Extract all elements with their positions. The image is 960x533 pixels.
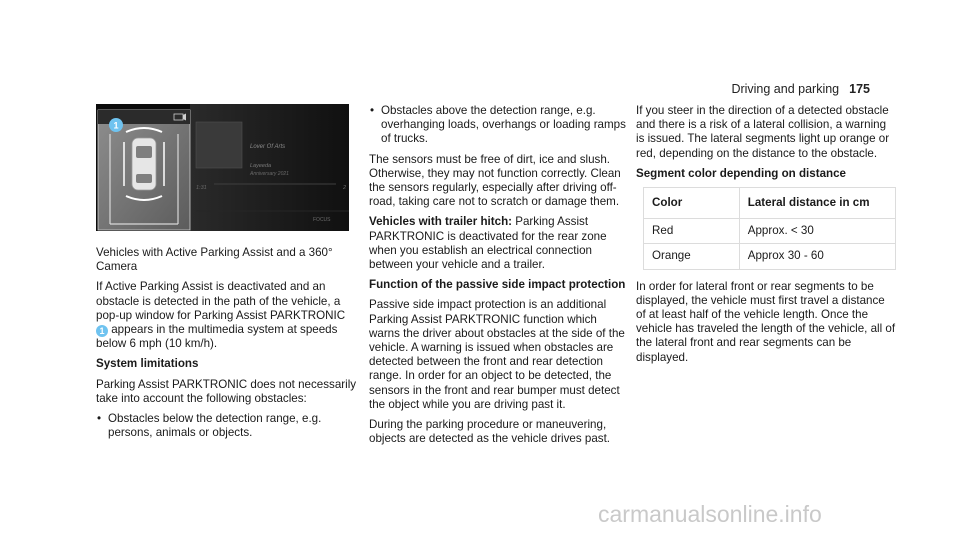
paragraph: [96, 280, 358, 351]
paragraph: During the parking procedure or maneuvering, objects are detected as the vehicle drives past.: [369, 418, 611, 446]
media-time-elapsed: 1:31: [196, 185, 207, 191]
table-cell: Red: [644, 219, 740, 244]
section-title: Driving and parking: [731, 82, 840, 96]
section-heading: System limitations: [96, 357, 199, 371]
section-heading: Segment color depending on distance: [636, 166, 847, 180]
table-cell: Orange: [644, 244, 740, 269]
callout-badge-number: 1: [113, 120, 119, 131]
bullet-item: • Obstacles above the detection range, e.g. overhanging loads, overhangs or loading ramps of trucks.: [369, 104, 629, 147]
bullet-list: [96, 412, 358, 440]
table-header-cell: Color: [644, 188, 740, 219]
bullet-item: • Obstacles below the detection range, e.g. persons, animals or objects.: [96, 412, 358, 440]
watermark-link[interactable]: carmanualsonline.info: [598, 501, 822, 527]
table-cell: Approx. < 30: [739, 219, 895, 244]
paragraph: [369, 215, 629, 272]
inline-label: Vehicles with trailer hitch:: [369, 215, 513, 229]
media-artist: Layeeda: [250, 163, 272, 169]
paragraph: The sensors must be free of dirt, ice and slush. Otherwise, they may not function correctly. Clean the sensors regularly, especially after driving off-road, taking care not to scratch or damage them.: [369, 152, 621, 209]
media-time-total: 2: [343, 185, 347, 191]
section-heading: Function of the passive side impact protection: [369, 278, 626, 292]
callout-badge: [109, 118, 123, 132]
callout-badge-inline: 1: [96, 325, 108, 337]
column-left: [96, 246, 358, 446]
media-album: Anniversary 2021: [250, 171, 289, 177]
page-number: 175: [849, 82, 870, 96]
table-row: [644, 244, 896, 269]
screen-svg: [96, 104, 349, 231]
paragraph-text: If Active Parking Assist is deactivated and an obstacle is detected in the path of the vehicle, a pop-up window for Parking Assist PARKTRONIC: [96, 280, 346, 322]
paragraph: If you steer in the direction of a detected obstacle and there is a risk of a lateral collision, a warning is issued. The lateral segments light up orange or red, depending on the distance to the obstacle.: [636, 104, 890, 160]
column-right: [636, 104, 896, 371]
paragraph: Passive side impact protection is an additional Parking Assist PARKTRONIC function which warns the driver about obstacles at the side of the vehicle. A warning is issued when obstacles are detected between the front and rear detection range. In order for an object to be detected, the sensors in the front and rear bumper must detect the object while you are driving past it.: [369, 298, 625, 411]
page-header: [731, 82, 870, 96]
column-middle: [369, 104, 629, 452]
table-header-cell: Lateral distance in cm: [739, 188, 895, 219]
paragraph: Parking Assist PARKTRONIC does not necessarily take into account the following obstacles:: [96, 377, 357, 405]
table-cell: Approx 30 - 60: [739, 244, 895, 269]
paragraph-text: Parking Assist PARKTRONIC is deactivated for the rear zone when you establish an electrical connection between your vehicle and a trailer.: [369, 215, 607, 272]
media-focus-label: FOCUS: [313, 217, 331, 223]
paragraph: In order for lateral front or rear segments to be displayed, the vehicle must first travel a distance of at least half of the vehicle length. Once the vehicle has traveled the length of the vehicle, all of the lateral front and rear segments can be displayed.: [636, 279, 896, 364]
table-header-row: [644, 188, 896, 219]
table-row: [644, 219, 896, 244]
media-track: Lover Of Arts: [250, 144, 286, 150]
parking-assist-screen-illustration: [96, 104, 349, 231]
bullet-list: [369, 104, 629, 147]
segment-color-table: [643, 187, 896, 270]
image-caption: Vehicles with Active Parking Assist and a 360° Camera: [96, 246, 333, 274]
paragraph-text: appears in the multimedia system at speeds below 6 mph (10 km/h).: [96, 323, 338, 351]
